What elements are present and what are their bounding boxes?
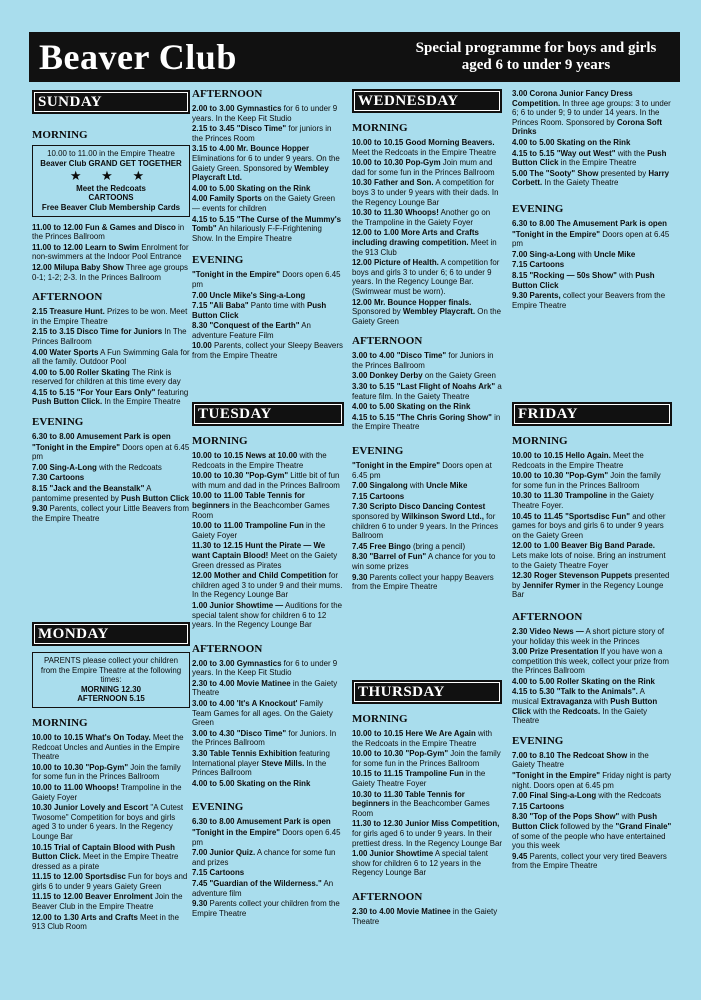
event-item: 7.15 "Ali Baba" Panto time with Push Button Click	[192, 301, 327, 320]
event-item: 10.30 to 11.30 Whoops! Another go on the Trampoline in the Gaiety Foyer	[352, 208, 491, 227]
event-item: 1.00 Junior Showtime A special talent show for children 6 to 12 years in the Regency Lounge Bar	[352, 849, 488, 878]
event-item: 10.30 to 11.30 Trampoline in the Gaiety Theatre Foyer.	[512, 491, 654, 510]
event-item: 10.00 to 11.00 Whoops! Trampoline in the Gaiety Foyer	[32, 782, 182, 802]
event-item: 11.30 to 12.15 Hunt the Pirate — We want Captain Blood! Meet on the Gaiety Green dressed as Pirates	[192, 541, 338, 570]
event-item: 10.15 to 11.15 Trampoline Fun in the Gaiety Theatre Foyer	[352, 769, 486, 788]
event-item: 7.15 Cartoons	[512, 801, 565, 811]
event-item: 8.30 "Barrel of Fun" A chance for you to win some prizes	[352, 552, 496, 571]
event-item: 2.30 to 4.00 Movie Matinee in the Gaiety Theatre	[192, 678, 338, 698]
event-item: 7.15 Cartoons	[192, 868, 245, 878]
event-item: 3.30 to 5.15 "Last Flight of Noahs Ark" a feature film. In the Gaiety Theatre	[352, 382, 502, 401]
event-item: 7.00 to 8.10 The Redcoat Show in the Gaiety Theatre	[512, 750, 649, 770]
event-item: 2.15 to 3.45 "Disco Time" for juniors in the Princes Room	[192, 124, 332, 143]
event-item: 7.45 Free Bingo (bring a pencil)	[352, 541, 466, 551]
friday-evening-heading: EVENING	[512, 734, 564, 747]
tuesday-morning-heading: MORNING	[192, 435, 248, 447]
event-item: "Tonight in the Empire" Doors open at 6.45 pm	[352, 461, 492, 480]
subtitle-line-2: aged 6 to under 9 years	[461, 57, 611, 73]
event-item: 4.00 Family Sports on the Gaiety Green — events for children	[192, 194, 335, 213]
event-item: 10.00 to 10.15 Hello Again. Meet the Redcoats in the Empire Theatre	[512, 451, 644, 470]
event-item: 2.30 Video News — A short picture story of your holiday this week in the Princes	[512, 626, 665, 646]
friday-morning-heading: MORNING	[512, 435, 568, 447]
header-banner	[29, 32, 680, 82]
event-item: "Tonight in the Empire" Doors open at 6.45 pm	[512, 229, 670, 249]
column-1	[32, 90, 190, 524]
event-item: 3.15 to 4.00 Mr. Bounce Hopper Eliminations for 6 to under 9 years. On the Gaiety Green. Sponsored by Wembley Playcraft Ltd.	[192, 144, 340, 183]
event-item: 8.30 "Top of the Pops Show" with Push Button Click followed by the "Grand Finale" of some of the people who have entertained you this week	[512, 812, 672, 851]
event-item: 4.15 to 5.15 "Way out West" with the Push Button Click in the Empire Theatre	[512, 148, 667, 168]
day-heading-sunday: SUNDAY	[32, 90, 190, 114]
event-item: 10.00 to 10.30 "Pop-Gym" Join the family for some fun in the Princes Ballroom	[512, 471, 661, 490]
event-item: 4.00 to 5.00 Skating on the Rink	[192, 778, 311, 788]
event-item: 9.45 Parents, collect your very tired Beavers from the Empire Theatre	[512, 851, 667, 871]
column-3-thursday	[352, 680, 502, 927]
event-item: 12.00 Picture of Health. A competition for boys and girls 3 to under 6; 6 to under 9 years. In the Regency Lounge Bar. (Swimwear must be worn).	[352, 258, 500, 296]
event-item: 8.15 "Jack and the Beanstalk" A pantomime presented by Push Button Click	[32, 484, 189, 503]
event-item: "Tonight in the Empire" Doors open 6.45 pm	[192, 270, 341, 289]
event-item: 8.30 "Conquest of the Earth" An adventure Feature Film	[192, 321, 311, 340]
event-item: 11.15 to 12.00 Beaver Enrolment Join the Beaver Club in the Empire Theatre	[32, 892, 183, 912]
event-item: 11.30 to 12.30 Junior Miss Competition, for girls aged 6 to under 9 years. In their prettiest dress. In the Regency Lounge Bar	[352, 819, 503, 848]
event-item: 12.00 to 1.00 Beaver Big Band Parade. Lets make lots of noise. Bring an instrument to the Gaiety Theatre Foyer	[512, 541, 666, 570]
event-item: 7.00 Junior Quiz. A chance for some fun and prizes	[192, 848, 336, 867]
event-item: "Tonight in the Empire" Doors open 6.45 pm	[192, 828, 341, 847]
column-2	[192, 87, 344, 362]
column-4	[512, 89, 672, 311]
event-item: 4.00 Water Sports A Fun Swimming Gala for all the family. Outdoor Pool	[32, 347, 190, 367]
box-text: PARENTS please collect your children from the Empire Theatre at the following times:	[40, 656, 182, 685]
event-item: 6.30 to 8.00 Amusement Park is open	[32, 432, 171, 442]
event-item: 3.00 to 4.30 "Disco Time" for Juniors. In the Princes Ballroom	[192, 728, 337, 748]
event-item: 7.30 Scripto Disco Dancing Contest sponsored by Wilkinson Sword Ltd., for children 6 to under 9 years. In the Princes Ballroom	[352, 502, 499, 541]
column-4-friday	[512, 402, 672, 872]
event-item: 10.00 to 10.15 Good Morning Beavers. Meet the Redcoats in the Empire Theatre	[352, 138, 497, 157]
event-item: 4.00 to 5.00 Skating on the Rink	[352, 402, 471, 412]
box-text: Free Beaver Club Membership Cards	[41, 202, 181, 212]
event-item: 8.15 "Rocking — 50s Show" with Push Button Click	[512, 270, 655, 290]
event-item: 10.00 to 10.15 Here We Are Again with the Redcoats in the Empire Theatre	[352, 729, 493, 748]
page-title: Beaver Club	[39, 37, 237, 77]
thursday-evening-heading: EVENING	[512, 202, 564, 215]
day-heading-monday: MONDAY	[32, 622, 190, 646]
column-3	[352, 89, 502, 593]
event-item: 7.30 Cartoons	[32, 473, 85, 483]
event-item: 9.30 Parents collect your happy Beavers from the Empire Theatre	[352, 572, 494, 592]
tuesday-evening-heading: EVENING	[192, 801, 244, 814]
event-item: 4.00 to 5.00 Skating on the Rink	[512, 137, 631, 147]
box-text: Beaver Club GRAND GET TOGETHER	[40, 158, 182, 168]
box-text: 10.00 to 11.00 in the Empire Theatre	[47, 149, 175, 158]
event-item: 3.00 to 4.00 'It's A Knockout' Family Team Games for all ages. On the Gaiety Green	[192, 699, 333, 728]
event-item: 2.00 to 3.00 Gymnastics for 6 to under 9 years. In the Keep Fit Studio	[192, 104, 338, 123]
event-item: 3.00 to 4.00 "Disco Time" for Juniors in the Princes Ballroom	[352, 351, 494, 370]
event-item: 11.00 to 12.00 Fun & Games and Disco in the Princes Ballroom	[32, 222, 185, 242]
event-item: 6.30 to 8.00 The Amusement Park is open	[512, 218, 667, 228]
event-item: 3.00 Corona Junior Fancy Dress Competition. In three age groups: 3 to under 6; 6 to under 9; 9 to under 14 years. In the Princes Room. Sponsored by Corona Soft Drinks	[512, 89, 671, 137]
event-item: 10.00 to 10.30 "Pop-Gym" Join the family for some fun in the Princes Ballroom	[32, 762, 181, 782]
event-item: 11.00 to 12.00 Learn to Swim Enrolment for non-swimmers at the Indoor Pool Entrance	[32, 242, 189, 262]
event-item: 10.00 to 10.15 News at 10.00 with the Redcoats in the Empire Theatre	[192, 451, 327, 470]
event-item: 10.00 to 10.30 "Pop-Gym" Little bit of fun with mum and dad in the Princes Ballroom	[192, 471, 340, 490]
thursday-morning-heading: MORNING	[352, 713, 408, 725]
event-item: 10.30 Junior Lovely and Escort "A Cutest Twosome" Competition for boys and girls aged 3 to under 6 years. In the Regency Lounge Bar	[32, 803, 184, 841]
event-item: 10.00 to 11.00 Table Tennis for beginners in the Beachcomber Games Room	[192, 491, 330, 520]
box-text: MORNING 12.30	[80, 684, 142, 694]
event-item: 12.30 Roger Stevenson Puppets presented by Jennifer Rymer in the Regency Lounge Bar	[512, 571, 670, 600]
event-item: 4.15 to 5.30 "Talk to the Animals". A musical Extravaganza with Push Button Click with the Redcoats. In the Gaiety Theatre	[512, 687, 658, 726]
event-item: 5.00 The "Sooty" Show presented by Harry Corbett. In the Gaiety Theatre	[512, 168, 670, 188]
sunday-morning-heading: MORNING	[32, 129, 88, 141]
subtitle-line-1: Special programme for boys and girls	[415, 40, 657, 56]
event-item: 10.00 to 10.15 What's On Today. Meet the Redcoat Uncles and Aunties in the Empire Theatre	[32, 732, 184, 762]
event-item: 7.45 "Guardian of the Wilderness." An adventure film	[192, 878, 334, 898]
wednesday-morning-heading: MORNING	[352, 122, 408, 134]
event-item: "Tonight in the Empire" Friday night is party night. Doors open at 6.45 pm	[512, 771, 672, 790]
event-item: 10.00 to 11.00 Trampoline Fun in the Gaiety Foyer	[192, 521, 326, 540]
event-item: 7.00 Singalong with Uncle Mike	[352, 481, 468, 491]
monday-morning-heading: MORNING	[32, 716, 88, 729]
box-text: CARTOONS	[88, 193, 134, 203]
event-item: 10.00 Parents, collect your Sleepy Beavers from the Empire Theatre	[192, 341, 343, 361]
sunday-get-together-box	[32, 145, 190, 217]
event-item: 10.30 to 11.30 Table Tennis for beginners in the Beachcomber Games Room	[352, 789, 490, 818]
event-item: 3.00 Donkey Derby on the Gaiety Green	[352, 371, 496, 381]
event-item: 2.15 Treasure Hunt. Prizes to be won. Meet in the Empire Theatre	[32, 307, 188, 326]
event-item: 2.00 to 3.00 Gymnastics for 6 to under 9 years. In the Keep Fit Studio	[192, 658, 338, 678]
page-subtitle	[401, 40, 671, 74]
event-item: 12.00 to 1.30 Arts and Crafts Meet in the 913 Club Room	[32, 912, 180, 932]
column-2-tuesday	[192, 402, 344, 919]
event-item: 3.00 Prize Presentation If you have won a competition this week, collect your prize from the Princes Ballroom	[512, 647, 669, 676]
event-item: 9.30 Parents collect your children from the Empire Theatre	[192, 899, 340, 918]
wednesday-evening-heading: EVENING	[352, 445, 404, 458]
box-text: Meet the Redcoats	[76, 183, 146, 193]
stars-icon: ★ ★ ★	[69, 168, 153, 184]
event-item: 12.00 Mother and Child Competition for children aged 3 to under 9 and their mums. In the Regency Lounge Bar	[192, 571, 343, 600]
event-item: 4.00 to 5.00 Roller Skating The Rink is reserved for children at this time every day	[32, 367, 181, 387]
event-item: 4.00 to 5.00 Roller Skating on the Rink	[512, 676, 655, 686]
tuesday-afternoon-heading: AFTERNOON	[192, 642, 263, 655]
event-item: 7.00 Sing-a-Long with Uncle Mike	[512, 249, 636, 259]
day-heading-tuesday: TUESDAY	[192, 402, 344, 426]
box-text: AFTERNOON 5.15	[77, 694, 145, 704]
event-item: 7.00 Final Sing-a-Long with the Redcoats	[512, 791, 662, 801]
event-item: 9.30 Parents, collect your Little Beavers from the Empire Theatre	[32, 504, 190, 523]
event-item: 3.30 Table Tennis Exhibition featuring International player Steve Mills. In the Princes Ballroom	[192, 749, 330, 778]
monday-evening-heading: EVENING	[192, 254, 244, 267]
day-heading-wednesday: WEDNESDAY	[352, 89, 502, 113]
event-item: 4.00 to 5.00 Skating on the Rink	[192, 183, 311, 193]
parents-collect-box	[32, 652, 190, 708]
event-item: 12.00 to 1.00 More Arts and Crafts including drawing competition. Meet in the 913 Club	[352, 228, 497, 257]
event-item: 10.30 Father and Son. A competition for boys 3 to under 9 years with their dads. In the Regency Lounge Bar	[352, 178, 499, 207]
event-item: 10.45 to 11.45 "Sportsdisc Fun" and other games for boys and girls 6 to under 9 years on the Gaiety Green	[512, 511, 666, 540]
event-item: 4.15 to 5.15 "The Chris Goring Show" in the Empire Theatre	[352, 412, 501, 432]
sunday-evening-heading: EVENING	[32, 416, 84, 429]
event-item: 11.15 to 12.00 Sportsdisc Fun for boys and girls 6 to under 9 years Gaiety Green	[32, 872, 188, 891]
sunday-afternoon-heading: AFTERNOON	[32, 291, 103, 304]
event-item: 7.00 Sing-A-Long with the Redcoats	[32, 462, 162, 472]
event-item: 12.00 Mr. Bounce Hopper finals. Sponsored by Wembley Playcraft. On the Gaiety Green	[352, 297, 501, 326]
event-item: 6.30 to 8.00 Amusement Park is open	[192, 817, 331, 827]
event-item: 9.30 Parents, collect your Beavers from the Empire Theatre	[512, 291, 666, 310]
event-item: "Tonight in the Empire" Doors open at 6.45 pm	[32, 442, 190, 462]
event-item: 12.00 Milupa Baby Show Three age groups 0-1; 1-2; 2-3. In the Princes Ballroom	[32, 262, 188, 282]
event-item: 7.15 Cartoons	[512, 260, 565, 270]
day-heading-thursday: THURSDAY	[352, 680, 502, 704]
event-item: 10.00 to 10.30 "Pop-Gym" Join the family for some fun in the Princes Ballroom	[352, 749, 501, 768]
event-item: 7.00 Uncle Mike's Sing-a-Long	[192, 290, 306, 300]
monday-afternoon-heading: AFTERNOON	[192, 88, 263, 100]
event-item: 2.15 to 3.15 Disco Time for Juniors In The Princes Ballroom	[32, 327, 187, 346]
event-item: 10.15 Trial of Captain Blood with Push Button Click. Meet in the Empire Theatre dressed as a pirate	[32, 842, 179, 871]
day-heading-friday: FRIDAY	[512, 402, 672, 426]
event-item: 10.00 to 10.30 Pop-Gym Join mum and dad for some fun in the Princes Ballroom	[352, 158, 495, 177]
thursday-afternoon-heading: AFTERNOON	[352, 890, 423, 903]
friday-afternoon-heading: AFTERNOON	[512, 610, 583, 623]
event-item: 1.00 Junior Showtime — Auditions for the special talent show for children 6 to 12 years. In the Regency Lounge Bar	[192, 600, 342, 630]
event-item: 4.15 to 5.15 "For Your Ears Only" featuring Push Button Click. In the Empire Theatre	[32, 387, 189, 407]
event-item: 7.15 Cartoons	[352, 491, 405, 501]
column-1-monday	[32, 622, 190, 933]
wednesday-afternoon-heading: AFTERNOON	[352, 335, 423, 348]
event-item: 4.15 to 5.15 "The Curse of the Mummy's Tomb" An hilariously F-F-Frightening Show. In the Empire Theatre	[192, 214, 342, 243]
event-item: 2.30 to 4.00 Movie Matinee in the Gaiety Theatre	[352, 906, 498, 926]
